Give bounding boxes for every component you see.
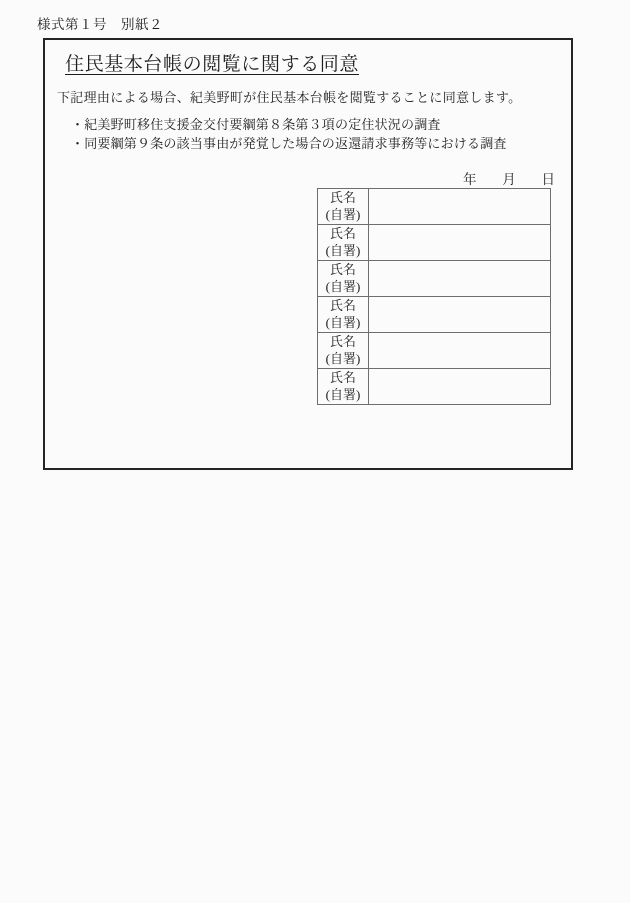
date-line (463, 168, 555, 188)
self-signature-label: (自署) (325, 242, 361, 258)
signature-input-cell[interactable] (369, 333, 551, 369)
reason-list (71, 116, 507, 153)
signature-input-cell[interactable] (369, 261, 551, 297)
self-signature-label: (自署) (325, 278, 361, 294)
name-label: 氏名 (329, 370, 356, 385)
name-label: 氏名 (329, 226, 356, 241)
name-label: 氏名 (329, 334, 356, 349)
self-signature-label: (自署) (325, 314, 361, 330)
signature-input-cell[interactable] (369, 369, 551, 405)
document-title: 住民基本台帳の閲覧に関する同意 (65, 54, 360, 75)
name-label-cell (318, 297, 369, 333)
date-day-label: 日 (541, 172, 555, 187)
name-label: 氏名 (329, 262, 356, 277)
bullet-marker: ・ (71, 135, 85, 151)
name-label-cell (318, 261, 369, 297)
consent-form-border (43, 38, 573, 470)
bullet-marker: ・ (71, 117, 85, 132)
signature-row (318, 225, 551, 261)
self-signature-label: (自署) (325, 206, 361, 222)
signature-row (318, 369, 551, 405)
signature-input-cell[interactable] (369, 297, 551, 333)
signature-table (317, 188, 551, 405)
name-label-cell (318, 369, 369, 405)
self-signature-label: (自署) (325, 350, 361, 366)
signature-input-cell[interactable] (369, 189, 551, 225)
name-label: 氏名 (329, 298, 356, 313)
reason-item (71, 135, 507, 154)
name-label-cell (318, 189, 369, 225)
self-signature-label: (自署) (325, 386, 361, 402)
name-label: 氏名 (329, 190, 356, 205)
signature-input-cell[interactable] (369, 225, 551, 261)
name-label-cell (318, 225, 369, 261)
signature-row (318, 189, 551, 225)
reason-item (71, 116, 507, 135)
signature-row (318, 333, 551, 369)
intro-text: 下記理由による場合、紀美野町が住民基本台帳を閲覧することに同意します。 (57, 90, 522, 105)
date-month-label: 月 (502, 172, 516, 187)
form-number-label: 様式第１号 別紙２ (37, 17, 163, 32)
signature-row (318, 261, 551, 297)
reason-text: 紀美野町移住支援金交付要綱第８条第３項の定住状況の調査 (84, 117, 441, 132)
date-year-label: 年 (463, 172, 477, 187)
signature-row (318, 297, 551, 333)
name-label-cell (318, 333, 369, 369)
reason-text: 同要綱第９条の該当事由が発覚した場合の返還請求事務等における調査 (84, 135, 507, 151)
